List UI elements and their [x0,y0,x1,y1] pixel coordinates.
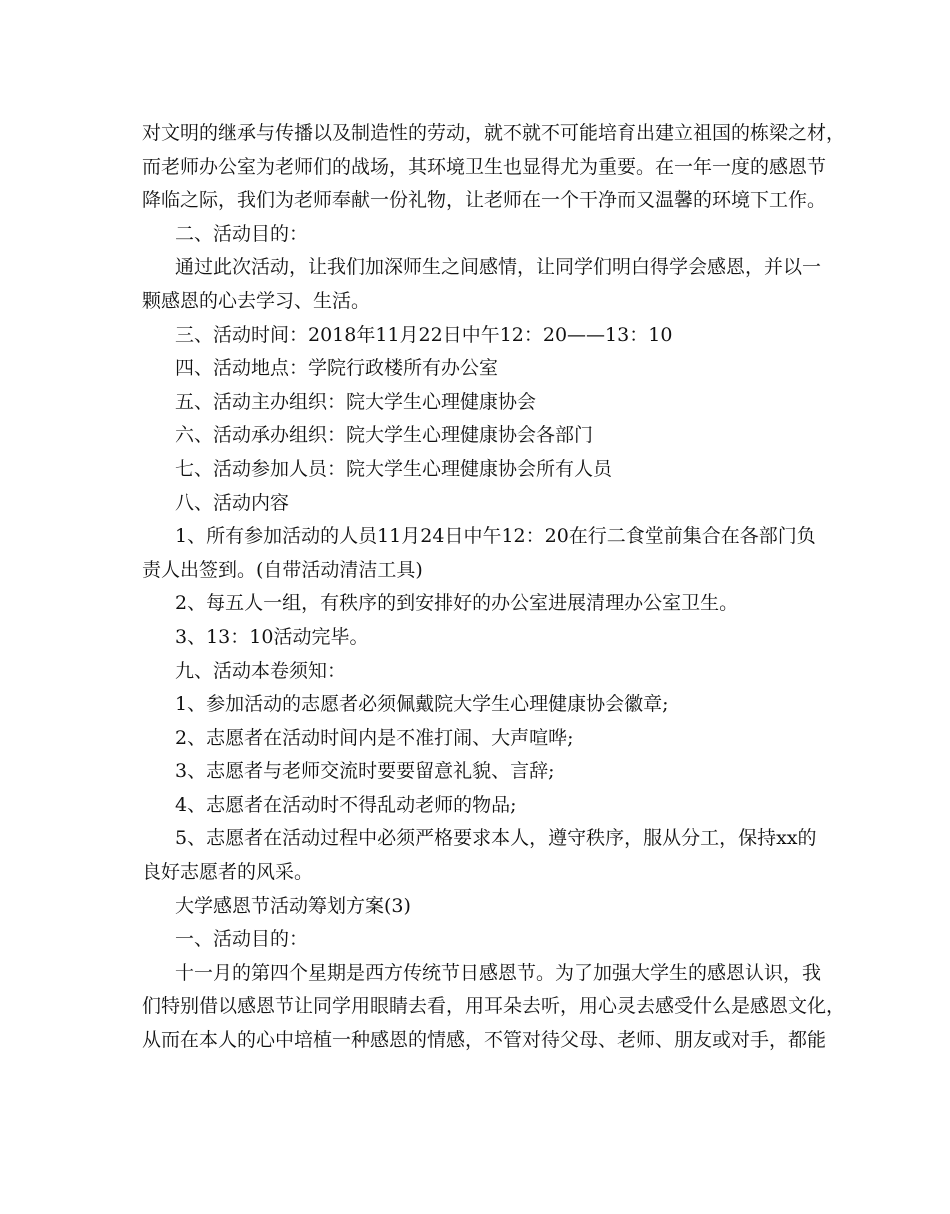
section-heading: 九、活动本卷须知： [175,659,347,682]
section-heading: 七、活动参加人员：院大学生心理健康协会所有人员 [175,457,613,480]
section-heading: 一、活动目的： [175,928,309,951]
body-line: 十一月的第四个星期是西方传统节日感恩节。为了加强大学生的感恩认识，我 [175,961,822,984]
list-item: 1、所有参加活动的人员11月24日中午12：20在行二食堂前集合在各部门负 [175,525,816,548]
body-line: 们特别借以感恩节让同学用眼睛去看，用耳朵去听，用心灵去感受什么是感恩文化， [142,995,846,1018]
section-heading: 五、活动主办组织：院大学生心理健康协会 [175,390,537,413]
section-heading: 八、活动内容 [175,491,290,514]
body-line: 对文明的继承与传播以及制造性的劳动，就不就不可能培育出建立祖国的栋梁之材， [142,122,846,144]
body-line: 良好志愿者的风采。 [142,861,314,884]
list-item: 4、志愿者在活动时不得乱动老师的物品; [175,793,517,816]
document-title: 大学感恩节活动筹划方案(3) [175,894,411,917]
body-line: 责人出签到。(自带活动清洁工具) [142,558,423,581]
body-line: 降临之际，我们为老师奉献一份礼物，让老师在一个干净而又温馨的环境下工作。 [142,189,827,212]
list-item: 1、参加活动的志愿者必须佩戴院大学生心理健康协会徽章; [175,693,669,716]
section-heading: 六、活动承办组织：院大学生心理健康协会各部门 [175,424,594,447]
list-item: 3、志愿者与老师交流时要要留意礼貌、言辞; [175,760,555,783]
body-line: 通过此次活动，让我们加深师生之间感情，让同学们明白得学会感恩，并以一 [175,256,822,279]
body-line: 从而在本人的心中培植一种感恩的情感，不管对待父母、老师、朋友或对手，都能 [142,1029,827,1052]
document-body [142,117,846,1058]
body-line: 颗感恩的心去学习、生活。 [142,289,371,312]
list-item: 2、每五人一组，有秩序的到安排好的办公室进展清理办公室卫生。 [175,592,739,615]
section-heading: 四、活动地点：学院行政楼所有办公室 [175,357,499,380]
list-item: 5、志愿者在活动过程中必须严格要求本人，遵守秩序，服从分工，保持xx的 [175,827,817,850]
list-item: 2、志愿者在活动时间内是不准打闹、大声喧哗; [175,726,574,749]
section-heading: 三、活动时间：2018年11月22日中午12：20——13：10 [175,323,673,346]
body-line: 而老师办公室为老师们的战场，其环境卫生也显得尤为重要。在一年一度的感恩节 [142,155,827,178]
list-item: 3、13：10活动完毕。 [175,625,369,648]
section-heading: 二、活动目的： [175,222,309,245]
